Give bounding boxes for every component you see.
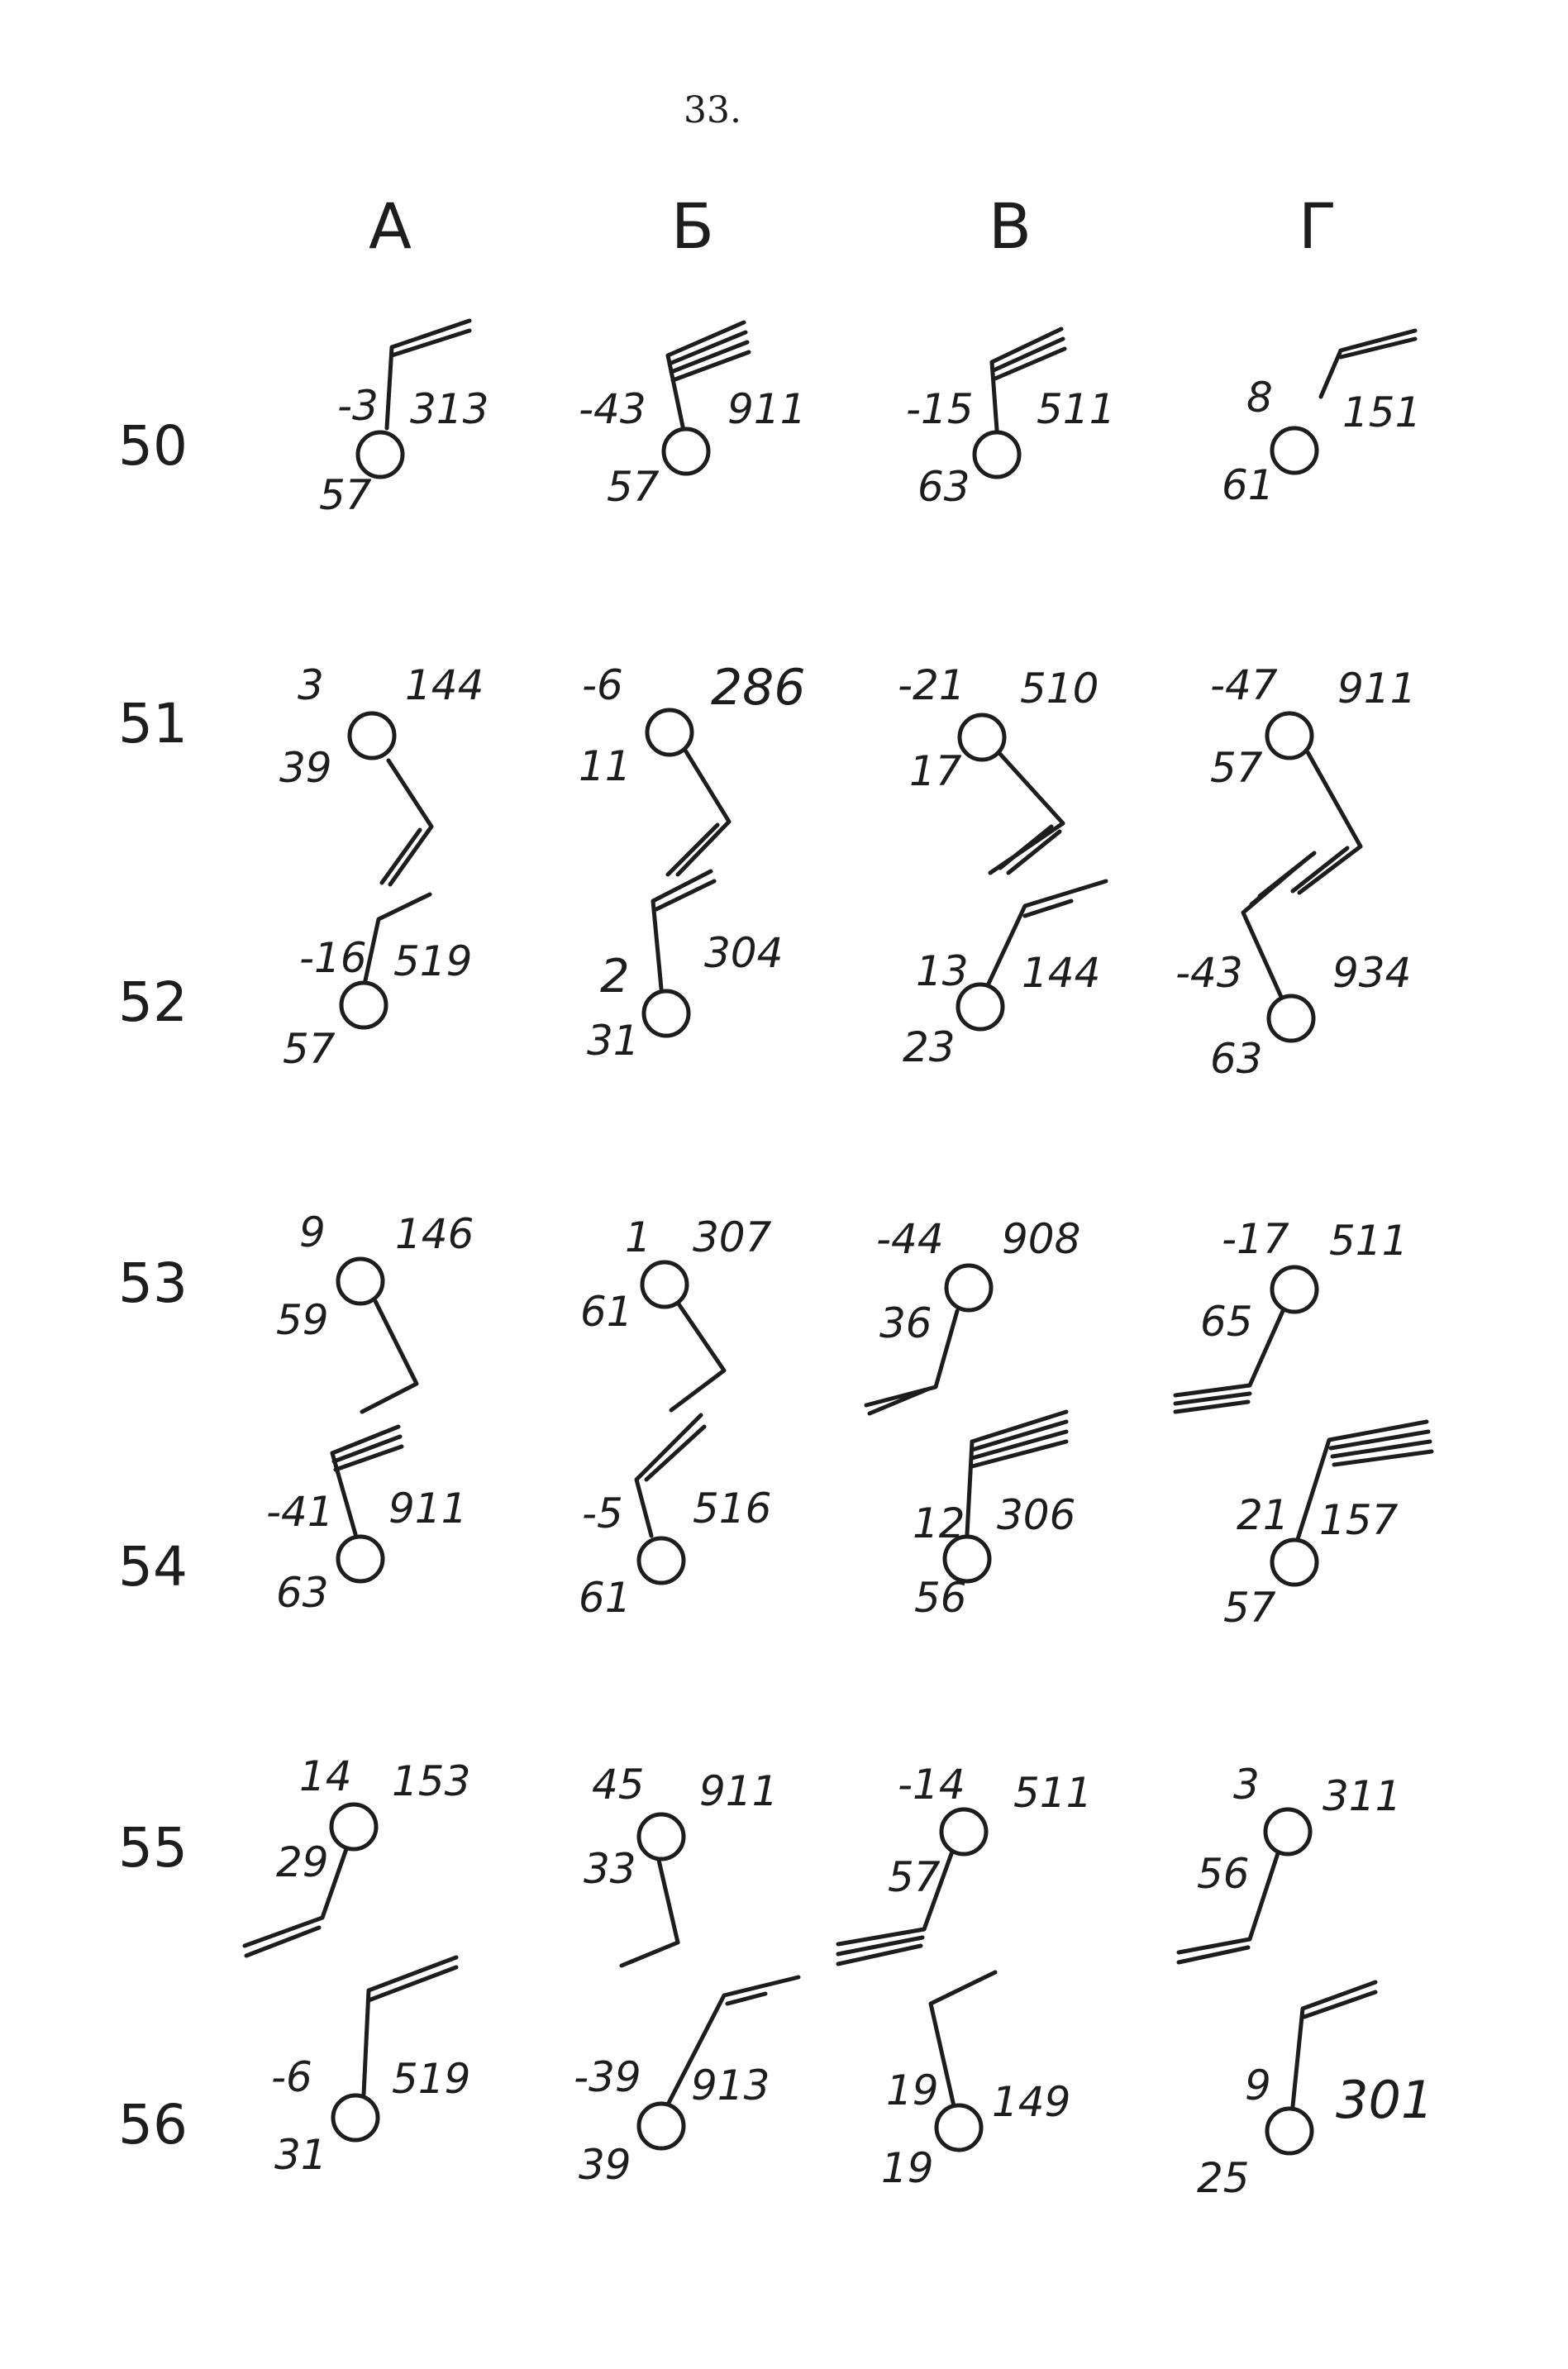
station-circle: [647, 710, 692, 755]
weather-value: 31: [587, 1017, 640, 1065]
direction-value: 1: [625, 1213, 651, 1261]
direction-value: -6: [582, 661, 623, 709]
station-circle: [1269, 996, 1313, 1041]
station-circle: [1272, 1540, 1317, 1585]
symbol-52-v: [903, 881, 1106, 1071]
station-circle: [1272, 428, 1317, 473]
station-circle: [664, 429, 708, 474]
column-header-a: А: [369, 189, 412, 263]
direction-value: -43: [579, 385, 646, 433]
station-circle: [937, 2105, 981, 2150]
weather-value: 56: [1197, 1850, 1250, 1898]
speed-value: 511: [1013, 1769, 1093, 1817]
weather-value: 39: [279, 744, 332, 792]
weather-value: 39: [579, 2141, 631, 2189]
direction-value: -21: [898, 661, 965, 709]
direction-value: -14: [898, 1761, 965, 1809]
wind-shaft: [990, 752, 1063, 873]
direction-value: -43: [1175, 949, 1243, 997]
page-number: 33.: [684, 89, 741, 131]
station-circle: [350, 713, 394, 758]
weather-value: 57: [283, 1025, 336, 1073]
weather-value: 29: [276, 1838, 329, 1886]
station-circle: [941, 1809, 986, 1854]
station-circle: [358, 432, 403, 477]
symbol-56-g: [1197, 1982, 1433, 2202]
symbol-53-a: [276, 1208, 474, 1412]
direction-value: -39: [574, 2053, 641, 2101]
speed-value: 304: [704, 929, 784, 977]
direction-value: 12: [913, 1499, 965, 1547]
weather-value: 59: [276, 1296, 329, 1344]
direction-value: -44: [876, 1215, 944, 1263]
symbol-55-v: [838, 1761, 1092, 1964]
speed-value: 307: [693, 1213, 772, 1261]
station-circle: [331, 1804, 376, 1849]
weather-value: 57: [1210, 744, 1263, 792]
direction-value: -15: [906, 385, 974, 433]
row-label-54: 54: [118, 1535, 188, 1599]
wind-shaft: [382, 760, 431, 884]
column-header-v: В: [988, 189, 1032, 263]
symbol-53-g: [1175, 1215, 1408, 1412]
speed-value: 157: [1319, 1496, 1399, 1544]
station-circle: [975, 432, 1019, 477]
station-circle: [1267, 2109, 1312, 2153]
direction-value: 9: [1245, 2062, 1271, 2109]
speed-value: 511: [1037, 385, 1116, 433]
symbol-50-g: [1222, 331, 1421, 509]
station-circle: [639, 2104, 684, 2148]
direction-value: -41: [266, 1488, 334, 1536]
station-circle: [341, 983, 386, 1027]
speed-value: 911: [1337, 665, 1417, 713]
symbol-51-g: [1210, 661, 1416, 893]
row-label-53: 53: [118, 1251, 188, 1315]
direction-value: 21: [1237, 1491, 1289, 1539]
symbol-52-a: [283, 894, 472, 1073]
symbol-52-g: [1175, 853, 1411, 1083]
weather-value: 17: [909, 747, 962, 795]
row-label-50: 50: [118, 414, 188, 478]
station-circle: [333, 2095, 378, 2140]
station-circle: [1267, 713, 1312, 758]
direction-value: -5: [582, 1490, 623, 1537]
speed-value: 151: [1342, 388, 1422, 436]
direction-value: -6: [271, 2053, 312, 2101]
speed-value: 144: [405, 661, 484, 709]
station-circle: [1272, 1267, 1317, 1312]
weather-value: 23: [903, 1023, 956, 1071]
weather-value: 57: [888, 1853, 941, 1901]
row-label-51: 51: [118, 692, 188, 756]
symbol-53-v: [866, 1215, 1080, 1413]
weather-value: 57: [607, 463, 660, 511]
weather-value: 61: [580, 1288, 633, 1336]
speed-value: 511: [1329, 1217, 1408, 1265]
symbol-51-a: [279, 661, 484, 884]
weather-value: 31: [274, 2131, 327, 2179]
speed-value: 144: [1022, 949, 1101, 997]
symbol-51-b: [579, 659, 806, 875]
weather-value: 63: [276, 1569, 329, 1617]
symbol-54-b: [579, 1415, 771, 1622]
speed-value: 913: [691, 2062, 770, 2109]
station-circle: [338, 1259, 383, 1304]
direction-value: 14: [299, 1752, 352, 1800]
direction-value: 13: [916, 947, 969, 995]
weather-value: 63: [917, 463, 970, 511]
station-circle: [644, 991, 689, 1036]
speed-value: 286: [711, 659, 806, 717]
symbol-50-v: [906, 329, 1115, 511]
station-circle: [960, 715, 1004, 760]
wind-shaft: [1321, 331, 1415, 397]
speed-value: 153: [392, 1757, 471, 1805]
station-circle: [639, 1814, 684, 1859]
direction-value: 3: [298, 661, 324, 709]
symbol-55-g: [1179, 1761, 1401, 1962]
weather-value: 25: [1197, 2154, 1250, 2202]
weather-value: 33: [584, 1845, 636, 1893]
symbol-53-b: [580, 1213, 772, 1410]
weather-value: 11: [579, 742, 631, 790]
row-label-52: 52: [118, 970, 188, 1034]
speed-value: 510: [1020, 665, 1099, 713]
symbol-55-b: [584, 1761, 778, 1966]
wind-shaft: [1243, 853, 1314, 997]
weather-value: 65: [1200, 1298, 1253, 1346]
symbol-52-b: [587, 871, 783, 1065]
station-circle: [1265, 1809, 1310, 1854]
symbol-51-v: [898, 661, 1099, 873]
row-label-55: 55: [118, 1816, 188, 1880]
speed-value: 516: [693, 1485, 772, 1532]
weather-value: 19: [881, 2144, 934, 2192]
column-header-g: Г: [1298, 189, 1337, 263]
wind-shaft: [1293, 752, 1361, 893]
symbol-54-v: [913, 1412, 1075, 1622]
wind-shaft: [668, 749, 729, 875]
speed-value: 149: [992, 2078, 1071, 2126]
symbol-54-a: [266, 1427, 467, 1617]
speed-value: 908: [1002, 1215, 1081, 1263]
symbol-50-a: [319, 321, 489, 519]
row-label-56: 56: [118, 2093, 188, 2157]
column-header-b: Б: [670, 189, 715, 263]
wind-shaft: [362, 1301, 417, 1412]
weather-value: 36: [879, 1299, 932, 1347]
weather-value: 61: [1222, 461, 1275, 509]
speed-value: 146: [395, 1210, 474, 1258]
speed-value: 301: [1336, 2070, 1434, 2130]
speed-value: 934: [1332, 949, 1412, 997]
speed-value: 313: [410, 385, 489, 433]
direction-value: -17: [1222, 1215, 1289, 1263]
weather-value: 61: [579, 1574, 631, 1622]
station-circle: [338, 1537, 383, 1581]
direction-value: 19: [886, 2066, 939, 2114]
direction-value: -16: [299, 934, 367, 982]
direction-value: 8: [1246, 374, 1273, 422]
weather-value: 57: [319, 471, 372, 519]
symbol-56-b: [574, 1977, 798, 2189]
station-circle: [642, 1262, 687, 1307]
direction-value: 9: [299, 1208, 326, 1256]
symbol-50-b: [579, 322, 806, 511]
symbol-55-a: [245, 1752, 470, 1956]
symbol-56-a: [271, 1957, 470, 2179]
weather-value: 57: [1223, 1584, 1276, 1632]
direction-value: 45: [592, 1761, 645, 1809]
direction-value: 2: [600, 950, 630, 1003]
speed-value: 911: [727, 385, 807, 433]
wind-shaft: [931, 1972, 995, 2106]
speed-value: 519: [392, 2055, 471, 2103]
speed-value: 911: [699, 1767, 779, 1815]
weather-value: 56: [914, 1574, 967, 1622]
station-circle: [946, 1266, 991, 1310]
symbol-56-v: [881, 1972, 1070, 2192]
speed-value: 306: [997, 1491, 1076, 1539]
station-circle: [639, 1538, 684, 1583]
speed-value: 519: [393, 937, 473, 985]
weather-value: 63: [1210, 1035, 1263, 1083]
speed-value: 311: [1323, 1772, 1402, 1820]
direction-value: -3: [337, 382, 379, 430]
direction-value: 3: [1233, 1761, 1260, 1809]
wind-shaft: [671, 1303, 724, 1410]
symbol-54-g: [1223, 1422, 1432, 1632]
direction-value: -47: [1210, 661, 1278, 709]
speed-value: 911: [388, 1485, 468, 1532]
